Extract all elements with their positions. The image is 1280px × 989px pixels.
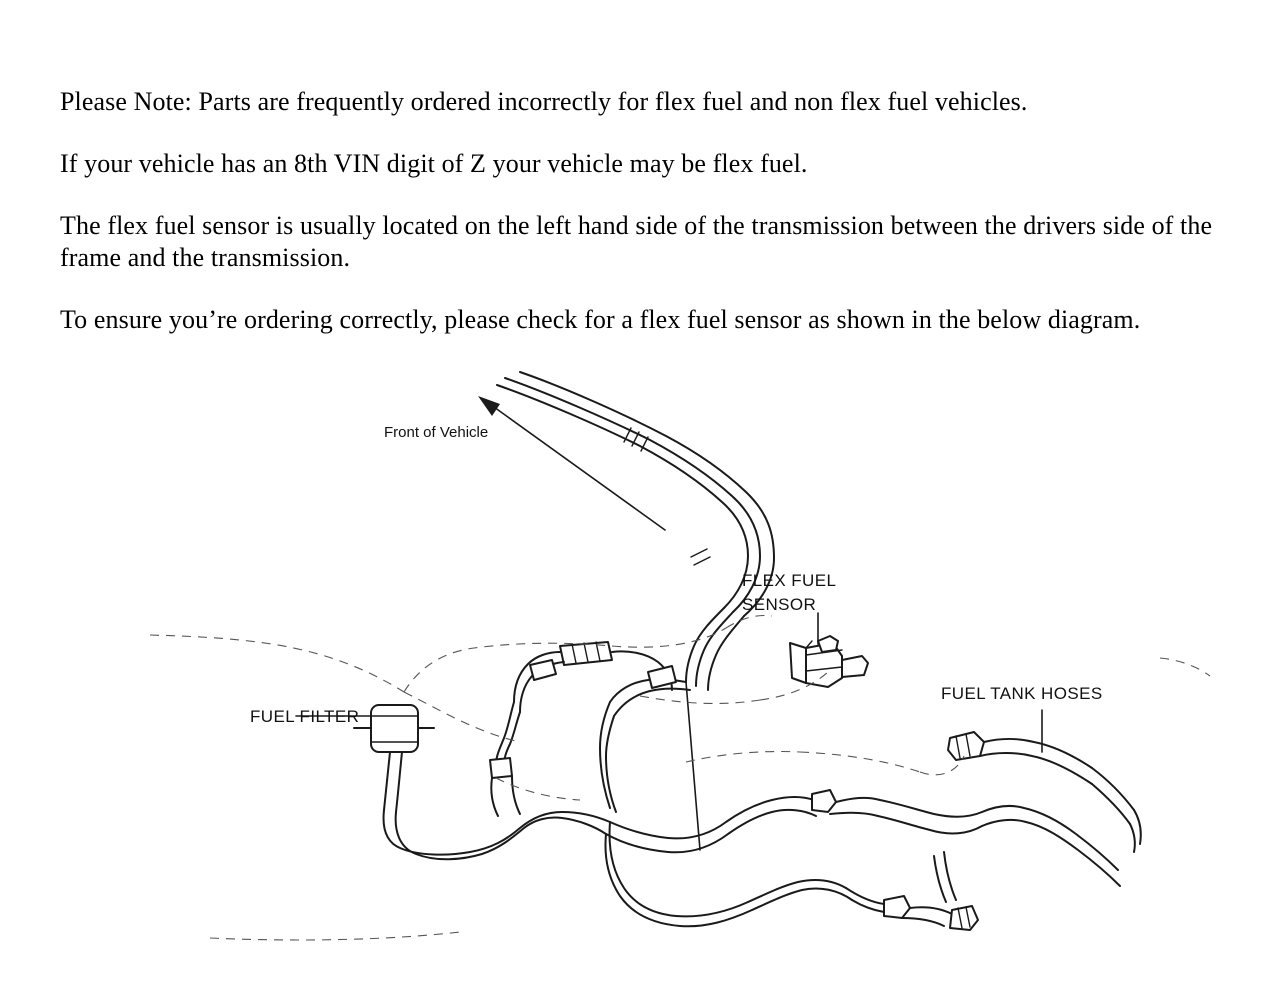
note-line-1: Please Note: Parts are frequently ordered incorrectly for flex fuel and non flex fuel vehicles. [60,87,1028,116]
note-line-2: If your vehicle has an 8th VIN digit of Z your vehicle may be flex fuel. [60,149,808,178]
fuel-tank-hoses-part [948,732,1141,852]
fuel-filter-part [354,705,434,812]
note-line-4: To ensure you’re ordering correctly, please check for a flex fuel sensor as shown in the below diagram. [60,305,1141,334]
fuel-filter-label: FUEL FILTER [250,707,360,726]
left-hose-loop [490,702,520,816]
diagram-svg [0,360,1280,989]
fuel-tank-hoses-label: FUEL TANK HOSES [941,684,1103,703]
flex-fuel-sensor-label-line2: SENSOR [742,595,817,614]
front-of-vehicle-arrow [478,396,665,530]
note-line-3: The flex fuel sensor is usually located on the left hand side of the transmission between the drivers side of the frame and the transmission. [60,211,1213,272]
lower-fuel-line-network [384,790,1120,930]
flex-fuel-sensor-part [790,636,868,687]
fuel-system-diagram [0,360,1280,989]
upper-fuel-lines [497,372,774,690]
center-hose-cluster [514,642,690,812]
underbody-dashed-outline [150,616,1210,941]
front-of-vehicle-label: Front of Vehicle [384,424,489,441]
flex-fuel-sensor-label-line1: FLEX FUEL [742,571,837,590]
notes-block [60,60,1260,336]
